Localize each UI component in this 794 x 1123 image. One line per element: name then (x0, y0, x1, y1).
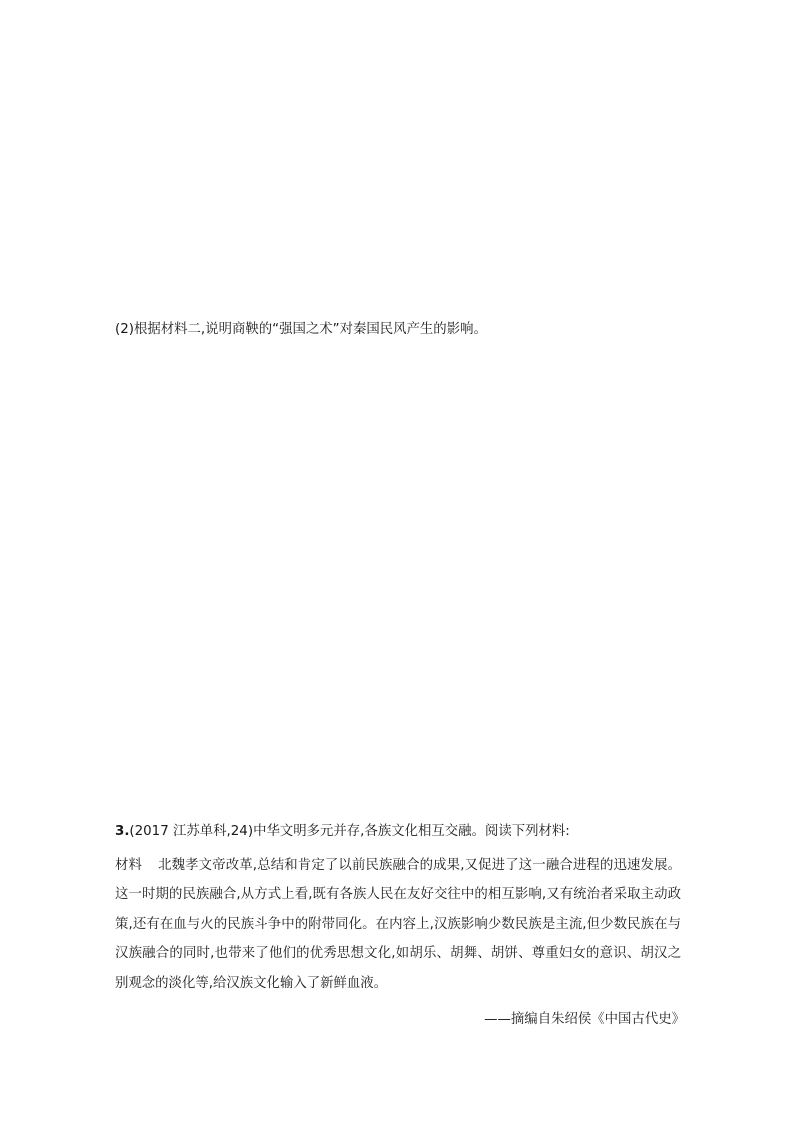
question-3-intro: 中华文明多元并存,各族文化相互交融。阅读下列材料: (253, 824, 570, 839)
question-3-source-tag: (2017 江苏单科,24) (129, 824, 254, 839)
question-2-prompt: (2)根据材料二,说明商鞅的“强国之术”对秦国民风产生的影响。 (115, 322, 487, 337)
question-3-number: 3. (115, 824, 130, 839)
material-paragraph (115, 851, 681, 998)
material-text: 北魏孝文帝改革,总结和肯定了以前民族融合的成果,又促进了这一融合进程的迅速发展。这一时期的民族融合,从方式上看,既有各族人民在友好交往中的相互影响,又有统治者采取主动政策,还有在血与火的民族斗争中的附带同化。在内容上,汉族影响少数民族是主流,但少数民族在与汉族融合的同时,也带来了他们的优秀思想文化,如胡乐、胡舞、胡饼、尊重妇女的意识、胡汉之别观念的淡化等,给汉族文化输入了新鲜血液。 (115, 858, 682, 991)
question-3-header (115, 823, 570, 841)
material-label: 材料 (115, 858, 143, 873)
material-citation: ——摘编自朱绍侯《中国古代史》 (484, 1012, 685, 1027)
